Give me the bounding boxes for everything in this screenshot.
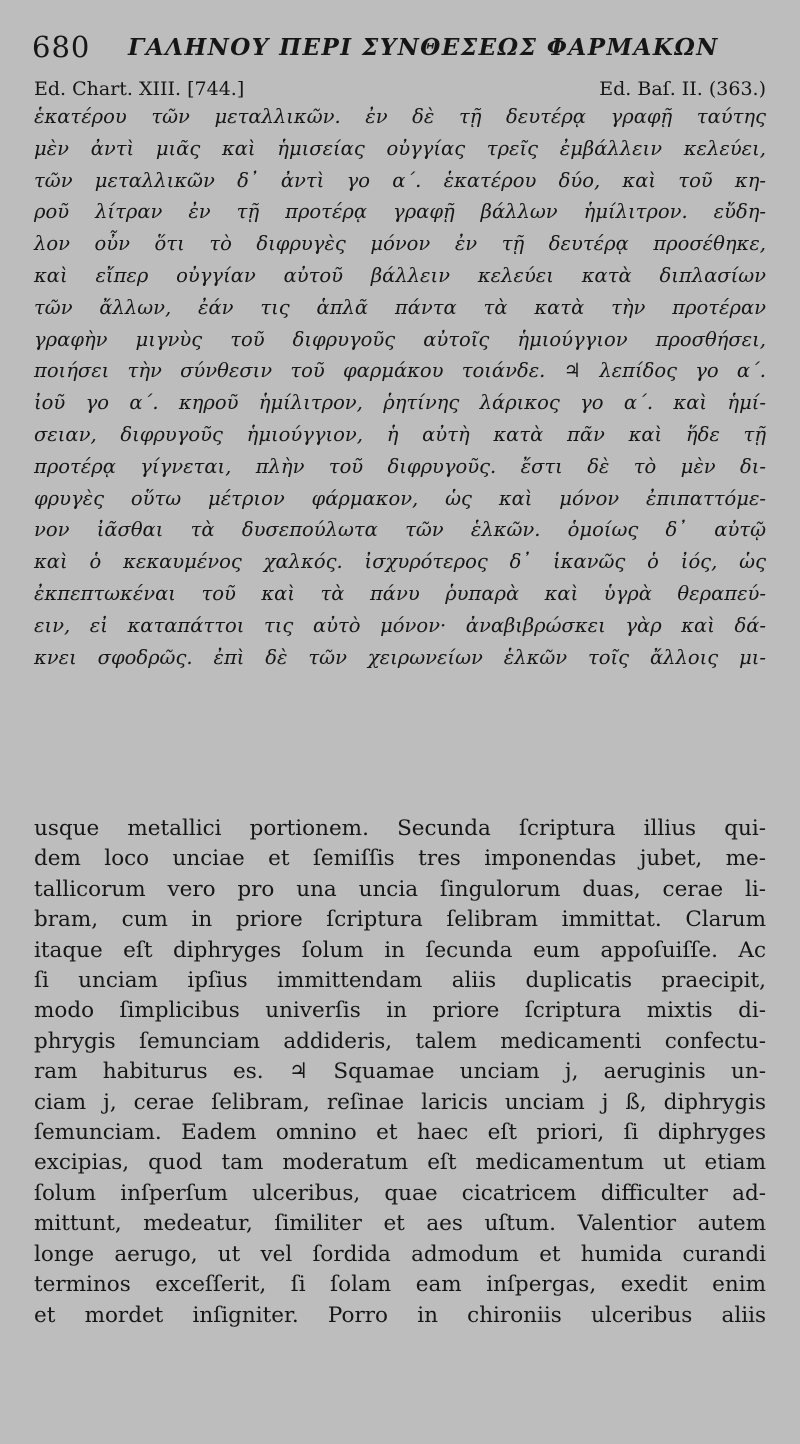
greek-line: γραφὴν μιγνὺς τοῦ διφρυγοῦς αὐτοῖς ἡμιούγγιον προσθήσει, — [34, 327, 766, 351]
latin-line: bram, cum in priore ſcriptura ſelibram immittat. Clarum — [34, 907, 766, 933]
latin-line: ram habiturus es. ♃ Squamae unciam j, aeruginis un- — [34, 1059, 766, 1085]
latin-line: ſolum inſperſum ulceribus, quae cicatricem difficulter ad- — [34, 1180, 766, 1206]
greek-line: φρυγὲς οὕτω μέτριον φάρμακον, ὡς καὶ μόνον ἐπιπαττόμε- — [34, 486, 766, 510]
greek-line: καὶ ὁ κεκαυμένος χαλκός. ἰσχυρότερος δ᾽ ἱκανῶς ὁ ἰός, ὡς — [34, 550, 766, 574]
latin-text-block — [34, 814, 766, 1331]
greek-line: καὶ εἴπερ οὐγγίαν αὐτοῦ βάλλειν κελεύει κατὰ διπλασίων — [34, 263, 766, 287]
page-number: 680 — [32, 30, 91, 64]
greek-line: ειν, εἰ καταπάττοι τις αὐτὸ μόνον· ἀναβιβρώσκει γὰρ καὶ δά- — [34, 613, 766, 637]
edition-references — [34, 78, 766, 102]
latin-line: itaque eſt diphryges ſolum in ſecunda eum appoſuiſſe. Ac — [34, 937, 766, 963]
latin-line: excipias, quod tam moderatum eſt medicamentum ut etiam — [34, 1150, 766, 1176]
running-title: ΓΑΛΗΝΟΥ ΠΕΡΙ ΣΥΝΘΕΣΕΩΣ ΦΑΡΜΑΚΩΝ — [128, 34, 719, 61]
greek-line: τῶν μεταλλικῶν δ᾽ ἀντὶ γο α΄. ἑκατέρου δύο, καὶ τοῦ κη- — [34, 168, 766, 192]
latin-line: ſi unciam ipſius immittendam aliis duplicatis praecipit, — [34, 968, 766, 994]
latin-line: ciam j, cerae ſelibram, reſinae laricis unciam j ß, diphrygis — [34, 1089, 766, 1115]
latin-line: dem loco unciae et ſemiſſis tres imponendas jubet, me- — [34, 846, 766, 872]
basel-edition-ref: Ed. Baſ. II. (363.) — [599, 78, 766, 100]
greek-line: ροῦ λίτραν ἐν τῇ προτέρᾳ γραφῇ βάλλων ἡμίλιτρον. εὔδη- — [34, 200, 766, 224]
greek-line: ἑκατέρου τῶν μεταλλικῶν. ἐν δὲ τῇ δευτέρᾳ γραφῇ ταύτης — [34, 105, 766, 128]
greek-line: κνει σφοδρῶς. ἐπὶ δὲ τῶν χειρωνείων ἑλκῶν τοῖς ἄλλοις μι- — [34, 645, 766, 669]
greek-line: ἐκπεπτωκέναι τοῦ καὶ τὰ πάνυ ῥυπαρὰ καὶ ὑγρὰ θεραπεύ- — [34, 581, 766, 605]
greek-line: ποιήσει τὴν σύνθεσιν τοῦ φαρμάκου τοιάνδε. ♃ λεπίδος γο α΄. — [34, 359, 766, 383]
latin-line: usque metallici portionem. Secunda ſcriptura illius qui- — [34, 816, 766, 841]
latin-line: terminos exceſſerit, ſi ſolam eam inſpergas, exedit enim — [34, 1272, 766, 1298]
latin-line: tallicorum vero pro una uncia ſingulorum duas, cerae li- — [34, 876, 766, 902]
greek-line: σειαν, διφρυγοῦς ἡμιούγγιον, ἡ αὐτὴ κατὰ πᾶν καὶ ἥδε τῇ — [34, 422, 766, 446]
latin-line: ſemunciam. Eadem omnino et haec eſt priori, ſi diphryges — [34, 1120, 766, 1146]
greek-text-block — [34, 101, 766, 673]
greek-line: νον ἰᾶσθαι τὰ δυσεπούλωτα τῶν ἑλκῶν. ὁμοίως δ᾽ αὐτῷ — [34, 518, 766, 542]
greek-line: λον οὖν ὅτι τὸ διφρυγὲς μόνον ἐν τῇ δευτέρᾳ προσέθηκε, — [34, 232, 766, 256]
greek-line: προτέρᾳ γίγνεται, πλὴν τοῦ διφρυγοῦς. ἔστι δὲ τὸ μὲν δι- — [34, 454, 766, 478]
latin-line: mittunt, medeatur, ſimiliter et aes uſtum. Valentior autem — [34, 1211, 766, 1237]
greek-line: ἰοῦ γο α΄. κηροῦ ἡμίλιτρον, ῥητίνης λάρικος γο α΄. καὶ ἡμί- — [34, 391, 766, 415]
latin-line: modo ſimplicibus univerſis in priore ſcriptura mixtis di- — [34, 998, 766, 1024]
greek-line: τῶν ἄλλων, ἐάν τις ἁπλᾶ πάντα τὰ κατὰ τὴν προτέραν — [34, 295, 766, 319]
latin-line: longe aerugo, ut vel ſordida admodum et humida curandi — [34, 1241, 766, 1267]
latin-line: phrygis ſemunciam addideris, talem medicamenti confectu- — [34, 1028, 766, 1054]
chartier-edition-ref: Ed. Chart. XIII. [744.] — [34, 78, 245, 100]
greek-line: μὲν ἀντὶ μιᾶς καὶ ἡμισείας οὐγγίας τρεῖς ἐμβάλλειν κελεύει, — [34, 136, 766, 160]
latin-line: et mordet inſigniter. Porro in chironiis ulceribus aliis — [34, 1302, 766, 1328]
page-header — [30, 30, 770, 64]
